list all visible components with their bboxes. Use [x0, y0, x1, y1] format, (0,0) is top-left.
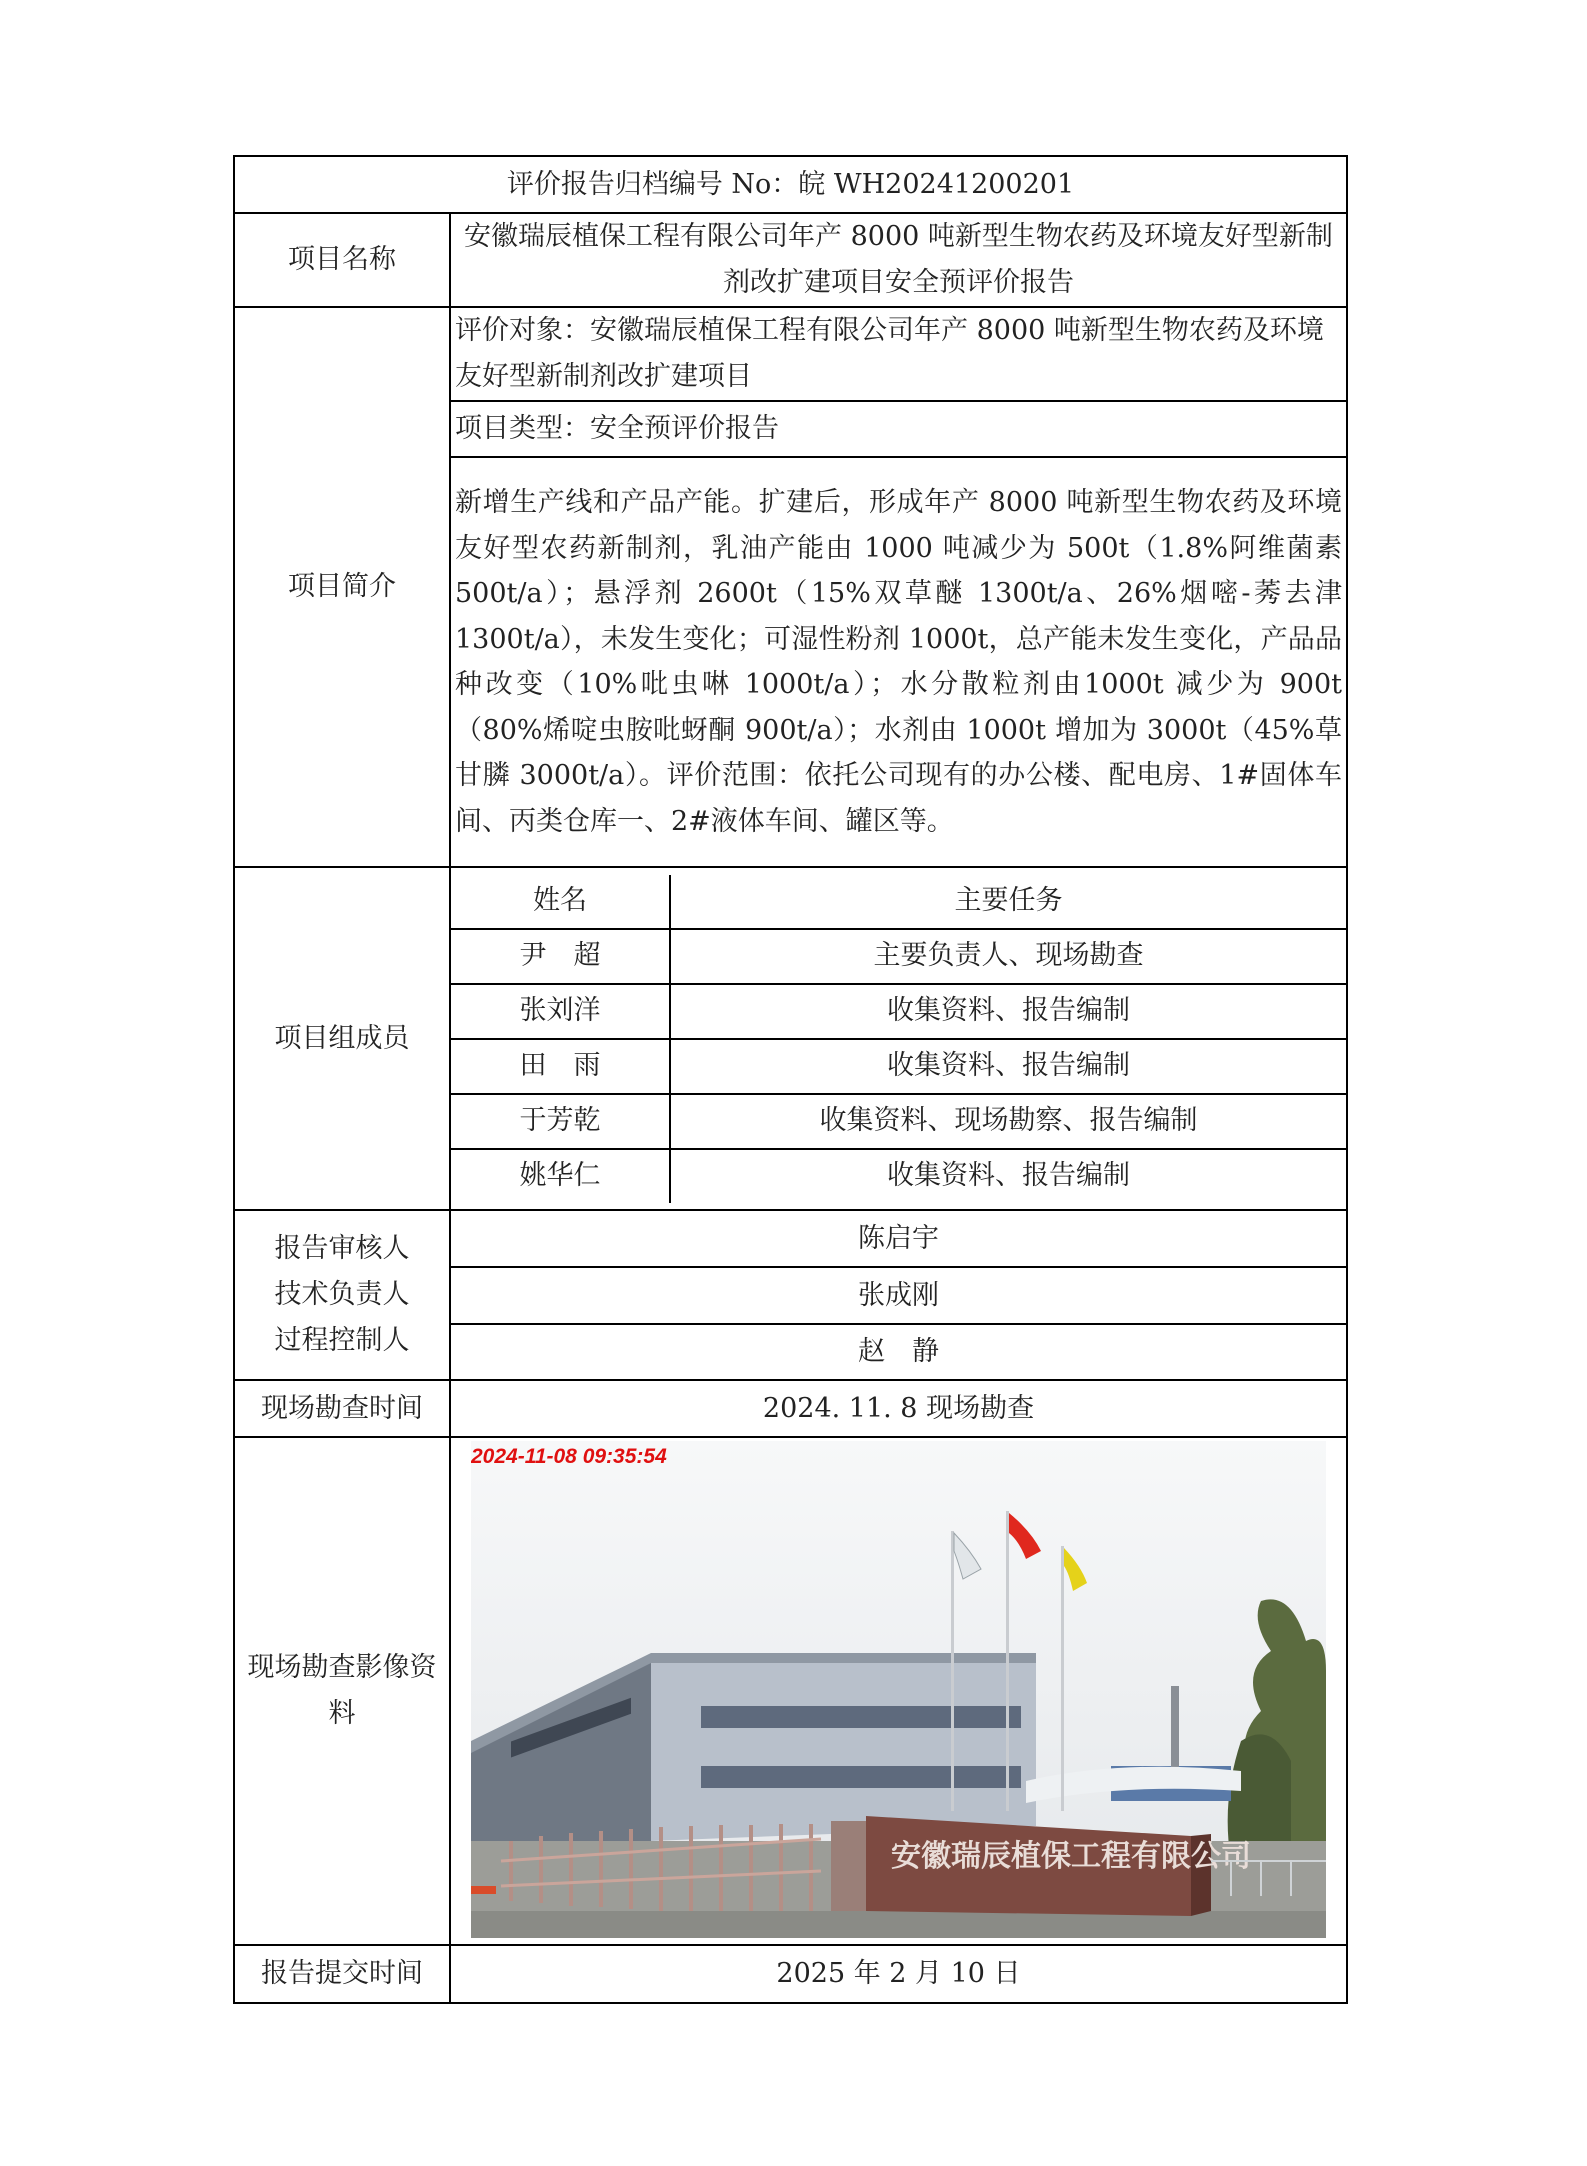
project-name-label: 项目名称: [234, 213, 450, 307]
table-row: [451, 1149, 1346, 1203]
member-name: 尹 超: [451, 929, 670, 984]
member-task: 收集资料、报告编制: [670, 984, 1346, 1039]
site-photo: [471, 1441, 1326, 1938]
project-type: 项目类型：安全预评价报告: [450, 401, 1347, 457]
report-cover-document: [233, 155, 1346, 2004]
members-header-task: 主要任务: [670, 875, 1346, 929]
member-task: 收集资料、报告编制: [670, 1039, 1346, 1094]
archive-number: 评价报告归档编号 No：皖 WH20241200201: [234, 156, 1347, 213]
submit-time-value: 2025 年 2 月 10 日: [450, 1945, 1347, 2003]
member-name: 张刘洋: [451, 984, 670, 1039]
process-controller-name: 赵 静: [450, 1324, 1347, 1380]
process-controller-label: 过程控制人: [274, 1325, 410, 1356]
project-description: 新增生产线和产品产能。扩建后，形成年产 8000 吨新型生物农药及环境友好型农药新制剂，乳油产能由 1000 吨减少为 500t（1.8%阿维菌素 500t/a）；悬浮剂 2600t（15%双草醚 1300t/a、26%烟嘧-莠去津 1300t/a），未发生变化；可湿性粉剂 1000t，总产能未发生变化，产品品种改变（10%吡虫啉 1000t/a）；水分散粒剂由1000t 减少为 900t（80%烯啶虫胺吡蚜酮 900t/a）；水剂由 1000t 增加为 3000t（45%草甘膦 3000t/a）。评价范围：依托公司现有的办公楼、配电房、1#固体车间、丙类仓库一、2#液体车间、罐区等。: [450, 457, 1347, 867]
photo-timestamp: 2024-11-08 09:35:54: [471, 1445, 667, 1468]
member-task: 收集资料、报告编制: [670, 1149, 1346, 1203]
member-name: 田 雨: [451, 1039, 670, 1094]
members-table: [451, 875, 1346, 1203]
member-task: 收集资料、现场勘察、报告编制: [670, 1094, 1346, 1149]
members-header-name: 姓名: [451, 875, 670, 929]
submit-time-label: 报告提交时间: [234, 1945, 450, 2003]
members-label: 项目组成员: [234, 867, 450, 1210]
survey-photo-label: 现场勘查影像资料: [234, 1437, 450, 1945]
member-name: 姚华仁: [451, 1149, 670, 1203]
project-name-value: 安徽瑞辰植保工程有限公司年产 8000 吨新型生物农药及环境友好型新制剂改扩建项目安全预评价报告: [450, 213, 1347, 307]
table-row: [451, 1094, 1346, 1149]
member-task: 主要负责人、现场勘查: [670, 929, 1346, 984]
evaluation-target: 评价对象：安徽瑞辰植保工程有限公司年产 8000 吨新型生物农药及环境友好型新制剂改扩建项目: [450, 307, 1347, 401]
company-sign-text: 安徽瑞辰植保工程有限公司: [891, 1839, 1251, 1874]
reviewers-label: [234, 1210, 450, 1380]
project-intro-label: 项目简介: [234, 307, 450, 867]
reviewer-label: 报告审核人: [274, 1233, 410, 1264]
tech-lead-name: 张成刚: [450, 1267, 1347, 1324]
survey-time-label: 现场勘查时间: [234, 1380, 450, 1437]
member-name: 于芳乾: [451, 1094, 670, 1149]
survey-time-value: 2024. 11. 8 现场勘查: [450, 1380, 1347, 1437]
table-row: [451, 1039, 1346, 1094]
table-row: [451, 929, 1346, 984]
report-info-table: [233, 155, 1348, 2004]
tech-lead-label: 技术负责人: [274, 1279, 410, 1310]
table-row: [451, 984, 1346, 1039]
site-photo-image: [471, 1441, 1326, 1938]
reviewer-name: 陈启宇: [450, 1210, 1347, 1267]
